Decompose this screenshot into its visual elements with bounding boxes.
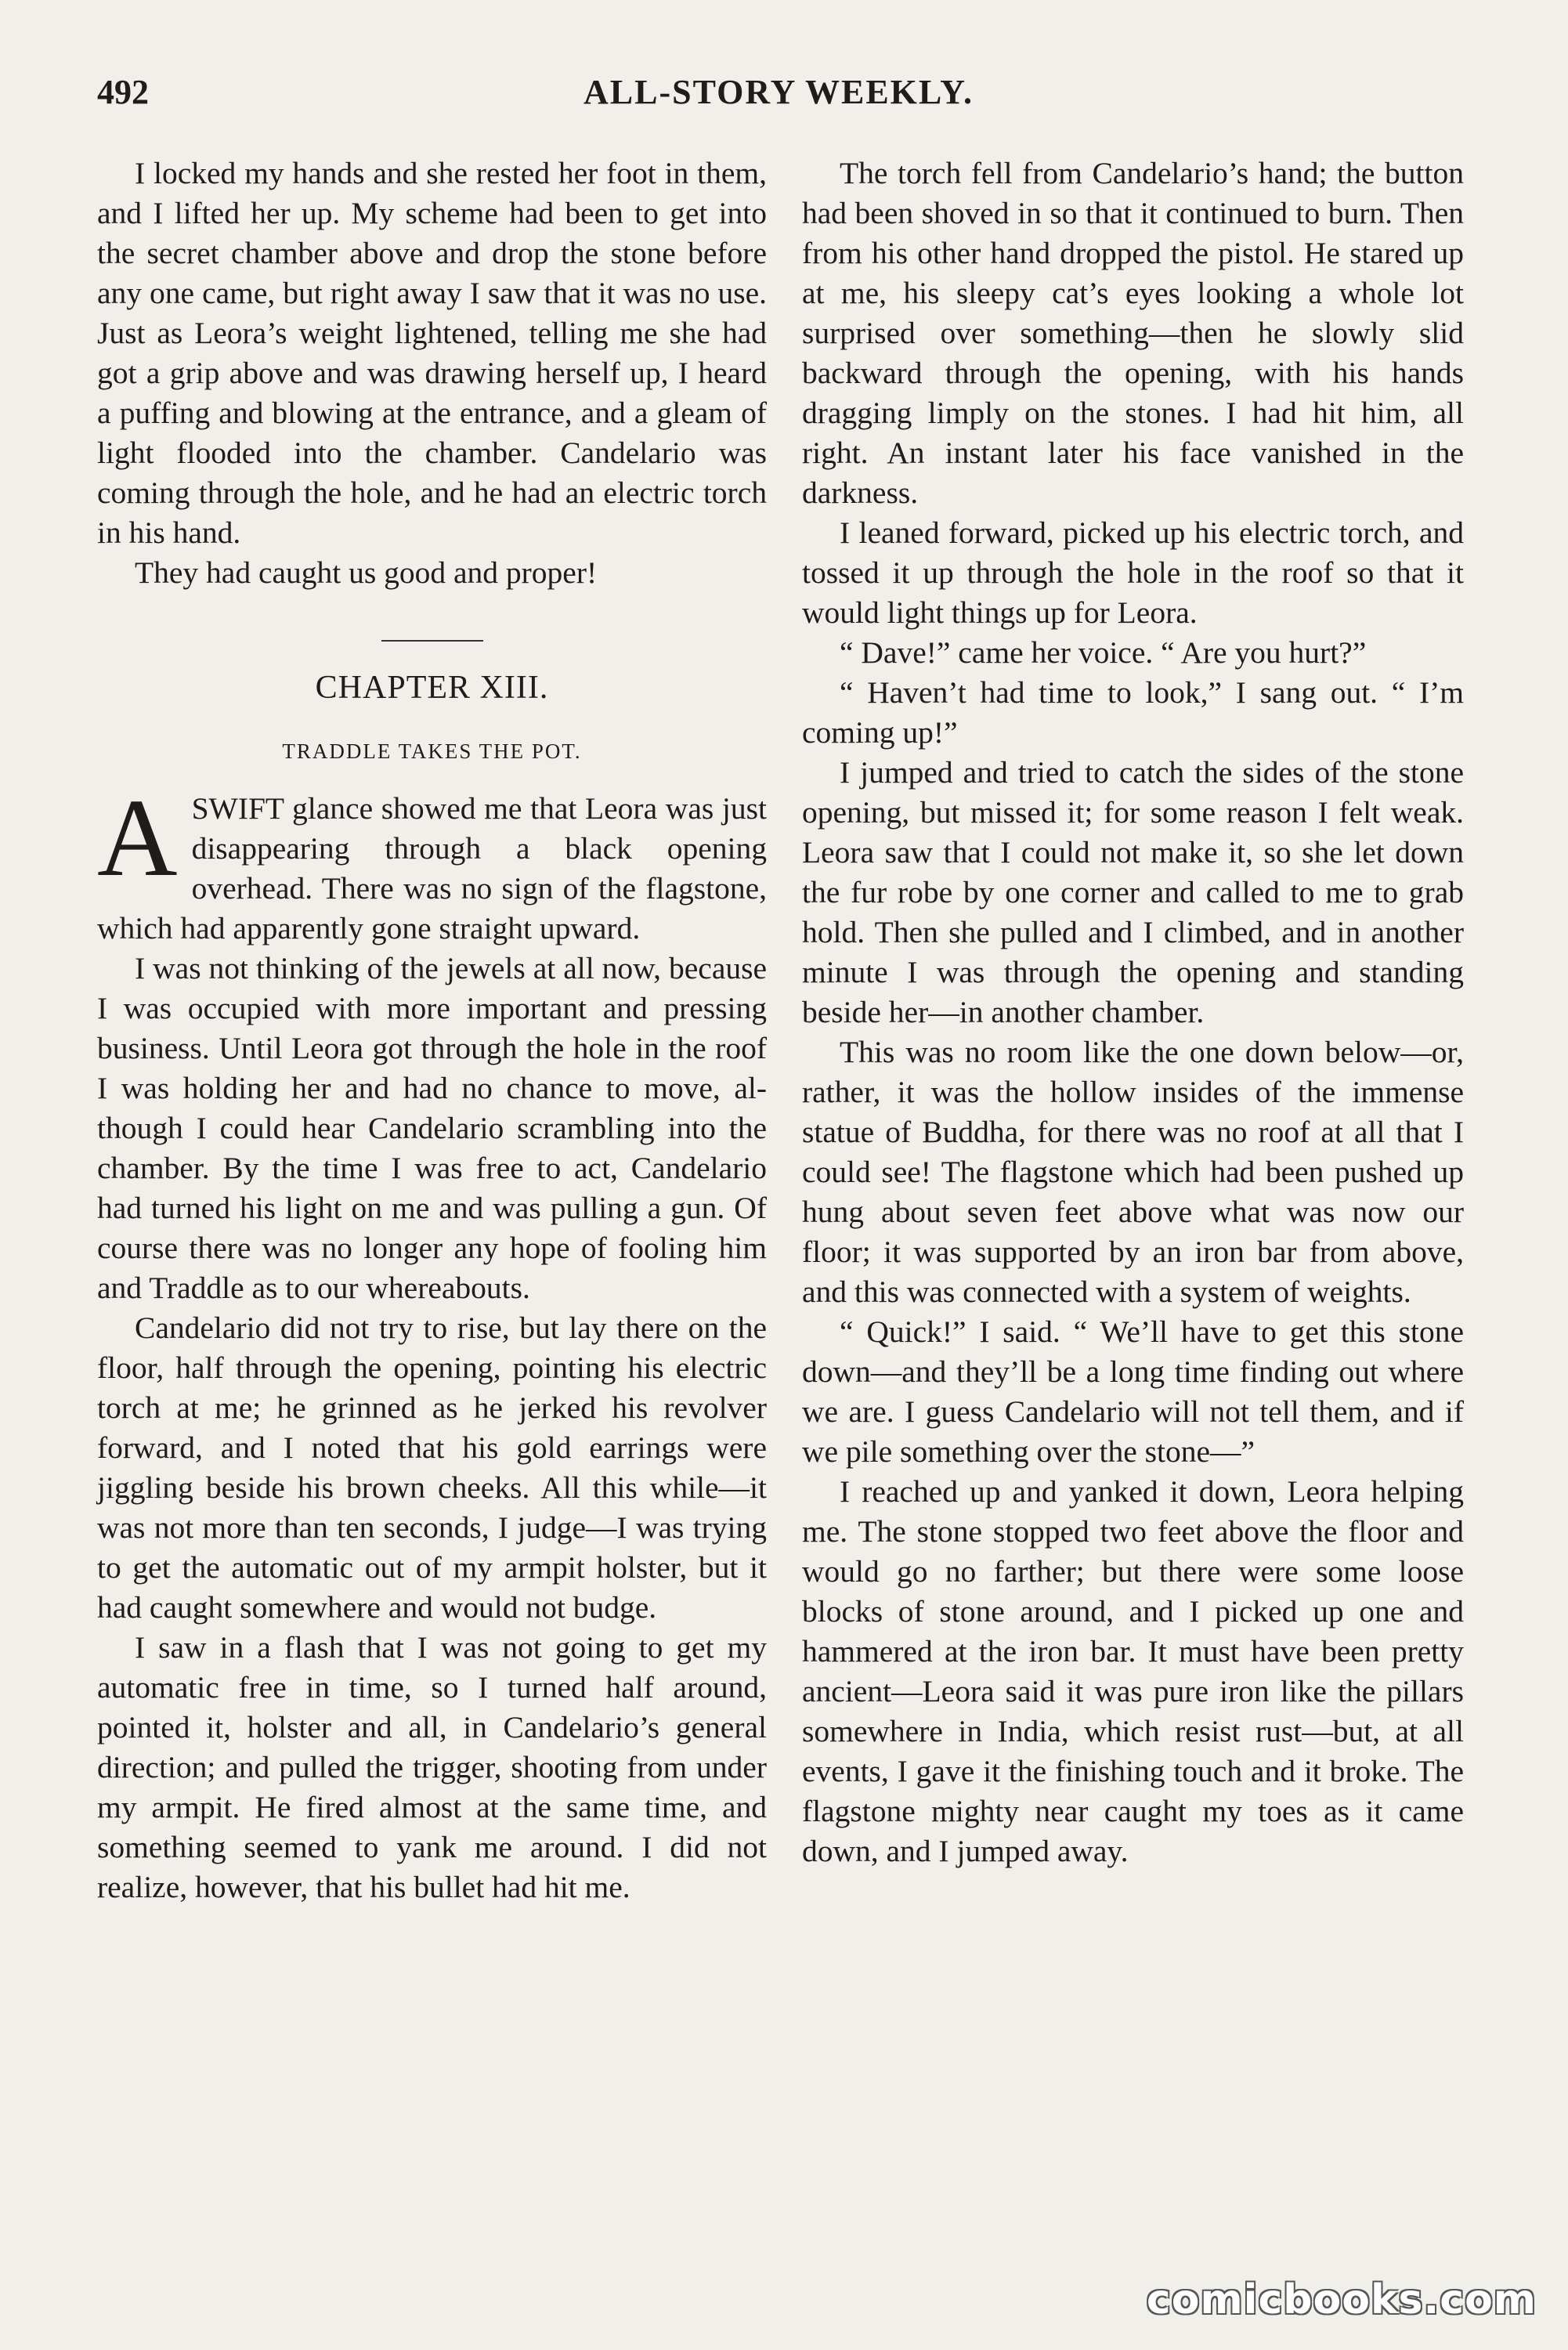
paragraph: Candelario did not try to rise, but lay there on the floor, half through the opening, pointing his electric torch at me; he grinned as he jerked his revolver forward, and I noted that his gold earrings were jiggling beside his brown cheeks. All this while—it was not more than ten seconds, I judge—I was trying to get the automatic out of my armpit holster, but it had caught somewhere and would not budge. bbox=[97, 1311, 767, 1625]
paragraph-text: SWIFT glance showed me that Leora was just disappearing through a black opening overhead. There was no sign of the flagstone, which had apparently gone straight upward. bbox=[97, 791, 767, 945]
paragraph: I was not thinking of the jewels at all now, because I was occupied with more important and pressing business. Until Leora got through the hole in the roof I was holding her and had no chance to move, although I could hear Candelario scrambling into the chamber. By the time I was free to act, Candelario had turned his light on me and was pulling a gun. Of course there was no longer any hope of fooling him and Traddle as to our whereabouts. bbox=[97, 951, 767, 1305]
paragraph: “ Quick!” I said. “ We’ll have to get this stone down—and they’ll be a long time finding out where we are. I guess Candelario will not tell them, and if we pile something over the stone—” bbox=[802, 1314, 1464, 1469]
paragraph: I locked my hands and she rested her foot in them, and I lifted her up. My scheme had been to get into the secret chamber above and drop the stone before any one came, but right away I saw that it was no use. Just as Leora’s weight lightened, telling me she had got a grip above and was drawing herself up, I heard a puffing and blowing at the entrance, and a gleam of light flooded into the chamber. Candelario was coming through the hole, and he had an electric torch in his hand. bbox=[97, 156, 767, 550]
paragraph: They had caught us good and proper! bbox=[135, 555, 598, 590]
paragraph: I leaned forward, picked up his electric torch, and tossed it up through the hole in the roof so that it would light things up for Leora. bbox=[802, 515, 1464, 630]
chapter-title: CHAPTER XIII. bbox=[315, 670, 549, 706]
paragraph: I reached up and yanked it down, Leora helping me. The stone stopped two feet above the floor and would go no farther; but there were some loose blocks of stone around, and I picked up one and hammered at the iron bar. It must have been pretty ancient—Leora said it was pure iron like the pillars somewhere in India, which resist rust—but, at all events, I gave it the finishing touch and it broke. The flagstone mighty near caught my toes as it came down, and I jumped away. bbox=[802, 1474, 1464, 1868]
running-head: ALL-STORY WEEKLY. bbox=[583, 73, 974, 111]
paragraph: This was no room like the one down below—or, rather, it was the hollow insides of the immense statue of Buddha, for there was no roof at all that I could see! The flagstone which had been pushed up hung about seven feet above what was now our floor; it was supported by an iron bar from above, and this was connected with a system of weights. bbox=[802, 1035, 1464, 1309]
left-column bbox=[97, 154, 767, 1907]
page-number: 492 bbox=[97, 73, 149, 111]
watermark: comicbooks.com bbox=[1146, 2276, 1537, 2323]
paragraph: I jumped and tried to catch the sides of the stone opening, but missed it; for some reason I felt weak. Leora saw that I could not make it, so she let down the fur robe by one corner and called to me to grab hold. Then she pulled and I climbed, and in another minute I was through the opening and standing beside her—in another chamber. bbox=[802, 755, 1464, 1029]
right-column bbox=[802, 154, 1464, 1871]
chapter-opening-paragraph bbox=[97, 776, 767, 949]
section-divider bbox=[381, 640, 483, 642]
paragraph: I saw in a flash that I was not going to get my automatic free in time, so I turned half around, pointed it, holster and all, in Candelario’s general direction; and pulled the trigger, shooting from under my armpit. He fired almost at the same time, and something seemed to yank me around. I did not realize, however, that his bullet had hit me. bbox=[97, 1630, 767, 1904]
paragraph: The torch fell from Candelario’s hand; the button had been shoved in so that it continued to burn. Then from his other hand dropped the pistol. He stared up at me, his sleepy cat’s eyes looking a whole lot surprised over something—then he slowly slid backward through the opening, with his hands dragging limply on the stones. I had hit him, all right. An instant later his face vanished in the darkness. bbox=[802, 156, 1464, 510]
page-header bbox=[97, 72, 1460, 127]
chapter-subtitle: TRADDLE TAKES THE POT. bbox=[282, 739, 582, 763]
paragraph: “ Dave!” came her voice. “ Are you hurt?” bbox=[840, 635, 1367, 670]
drop-cap: A bbox=[97, 776, 178, 899]
paragraph: “ Haven’t had time to look,” I sang out. “ I’m coming up!” bbox=[802, 675, 1464, 750]
